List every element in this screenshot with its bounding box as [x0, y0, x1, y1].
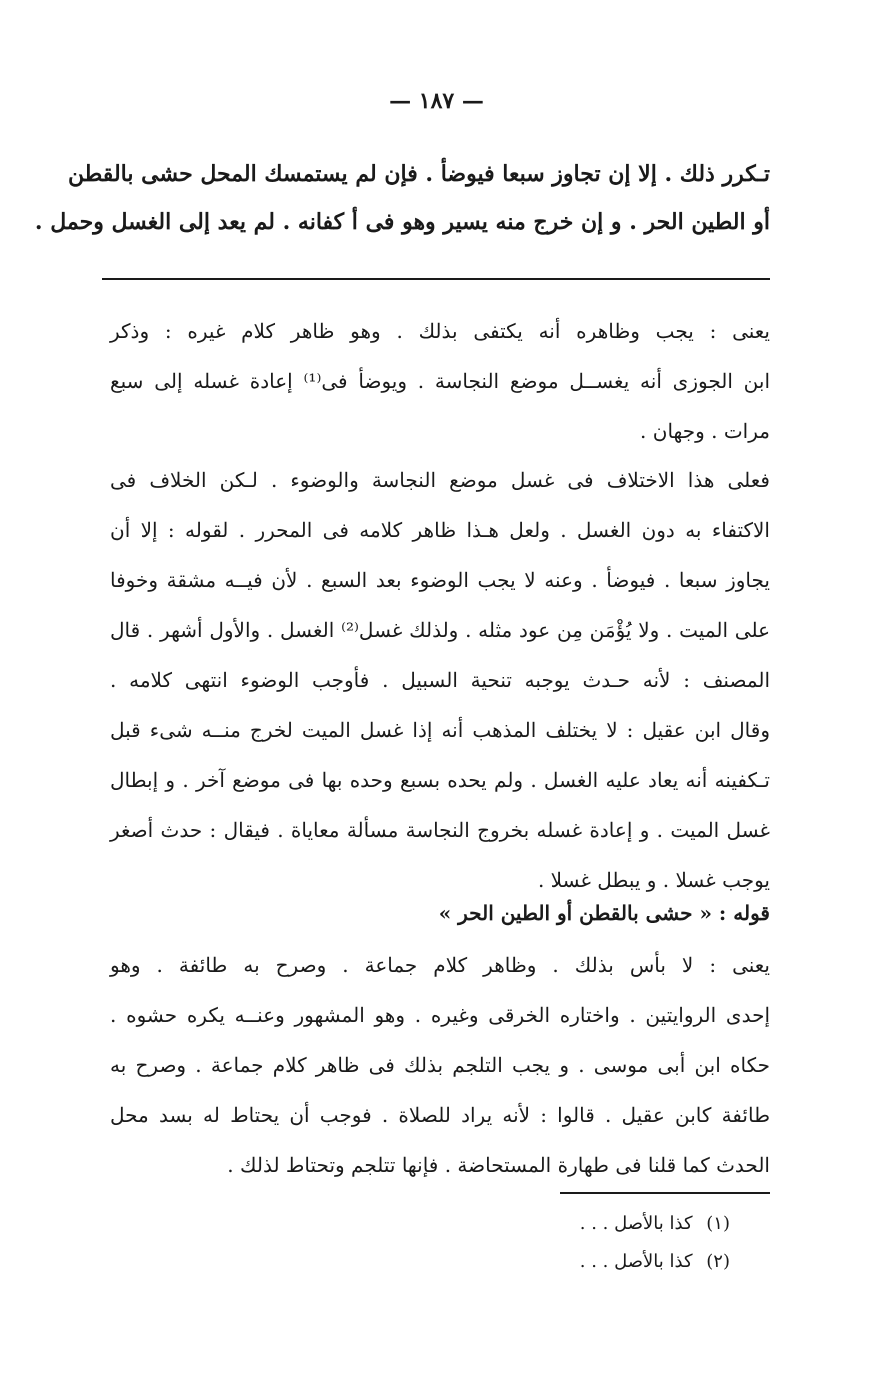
commentary-paragraph-4: [110, 940, 770, 1190]
commentary-line: على الميت . ولا يُؤْمَن مِن عود مثله . ولذلك غسل⁽²⁾ الغسل . والأول أشهر . قال: [110, 618, 771, 642]
commentary-paragraph-1: [110, 306, 770, 456]
footnote-1: [420, 1205, 730, 1243]
page-number: — ١٨٧ —: [389, 88, 484, 114]
section-heading: قوله : « حشى بالقطن أو الطين الحر »: [438, 901, 770, 925]
main-text: [34, 150, 770, 246]
commentary-line: وقال ابن عقيل : لا يختلف المذهب أنه إذا غسل الميت لخرج منــه شىء قبل: [110, 718, 770, 742]
commentary-line: ابن الجوزى أنه يغســل موضع النجاسة . ويوضأ فى⁽¹⁾ إعادة غسله إلى سبع: [110, 369, 771, 393]
commentary-line: مرات . وجهان .: [640, 419, 770, 443]
footnote-number: (١): [706, 1213, 730, 1234]
section-divider: [102, 278, 770, 280]
commentary-line: الاكتفاء به دون الغسل . ولعل هـذا ظاهر كلامه فى المحرر . لقوله : إلا أن: [110, 518, 770, 542]
commentary-line: حكاه ابن أبى موسى . و يجب التلجم بذلك فى ظاهر كلام جماعة . وصرح به: [110, 1053, 770, 1077]
commentary-line: الحدث كما قلنا فى طهارة المستحاضة . فإنها تتلجم وتحتاط لذلك .: [227, 1153, 770, 1177]
commentary-line: يوجب غسلا . و يبطل غسلا .: [537, 868, 770, 892]
commentary-line: طائفة كابن عقيل . قالوا : لأنه يراد للصلاة . فوجب أن يحتاط له بسد محل: [110, 1103, 770, 1127]
commentary-line: فعلى هذا الاختلاف فى غسل موضع النجاسة والوضوء . لـكن الخلاف فى: [110, 468, 770, 492]
commentary-line: المصنف : لأنه حـدث يوجبه تنحية السبيل . فأوجب الوضوء انتهى كلامه .: [110, 668, 770, 692]
footnote-text: كذا بالأصل . . .: [579, 1213, 693, 1234]
commentary-line: يجاوز سبعا . فيوضأ . وعنه لا يجب الوضوء بعد السبع . لأن فيــه مشقة وخوفا: [110, 568, 770, 592]
main-text-line: تـكرر ذلك . إلا إن تجاوز سبعا فيوضأ . فإن لم يستمسك المحل حشى بالقطن: [68, 161, 770, 187]
commentary-line: إحدى الروايتين . واختاره الخرقى وغيره . وهو المشهور وعنــه يكره حشوه .: [110, 1003, 770, 1027]
commentary-line: يعنى : يجب وظاهره أنه يكتفى بذلك . وهو ظاهر كلام غيره : وذكر: [110, 319, 770, 343]
commentary-paragraph-2: [110, 455, 770, 705]
commentary-paragraph-3: [110, 705, 770, 905]
footnotes: [420, 1205, 730, 1281]
commentary-line: يعنى : لا بأس بذلك . وظاهر كلام جماعة . وصرح به طائفة . وهو: [110, 953, 770, 977]
commentary-line: تـكفينه أنه يعاد عليه الغسل . ولم يحده بسبع وحده بها فى موضع آخر . و إبطال: [110, 768, 770, 792]
footnote-2: [420, 1243, 730, 1281]
footnote-number: (٢): [706, 1251, 730, 1272]
commentary-heading-block: [110, 888, 770, 938]
footnote-divider: [560, 1192, 770, 1194]
footnote-text: كذا بالأصل . . .: [579, 1251, 693, 1272]
commentary-line: غسل الميت . و إعادة غسله بخروج النجاسة مسألة معاياة . فيقال : حدث أصغر: [110, 818, 770, 842]
main-text-line: أو الطين الحر . و إن خرج منه يسير وهو فى أ كفانه . لم يعد إلى الغسل وحمل .: [34, 209, 770, 235]
